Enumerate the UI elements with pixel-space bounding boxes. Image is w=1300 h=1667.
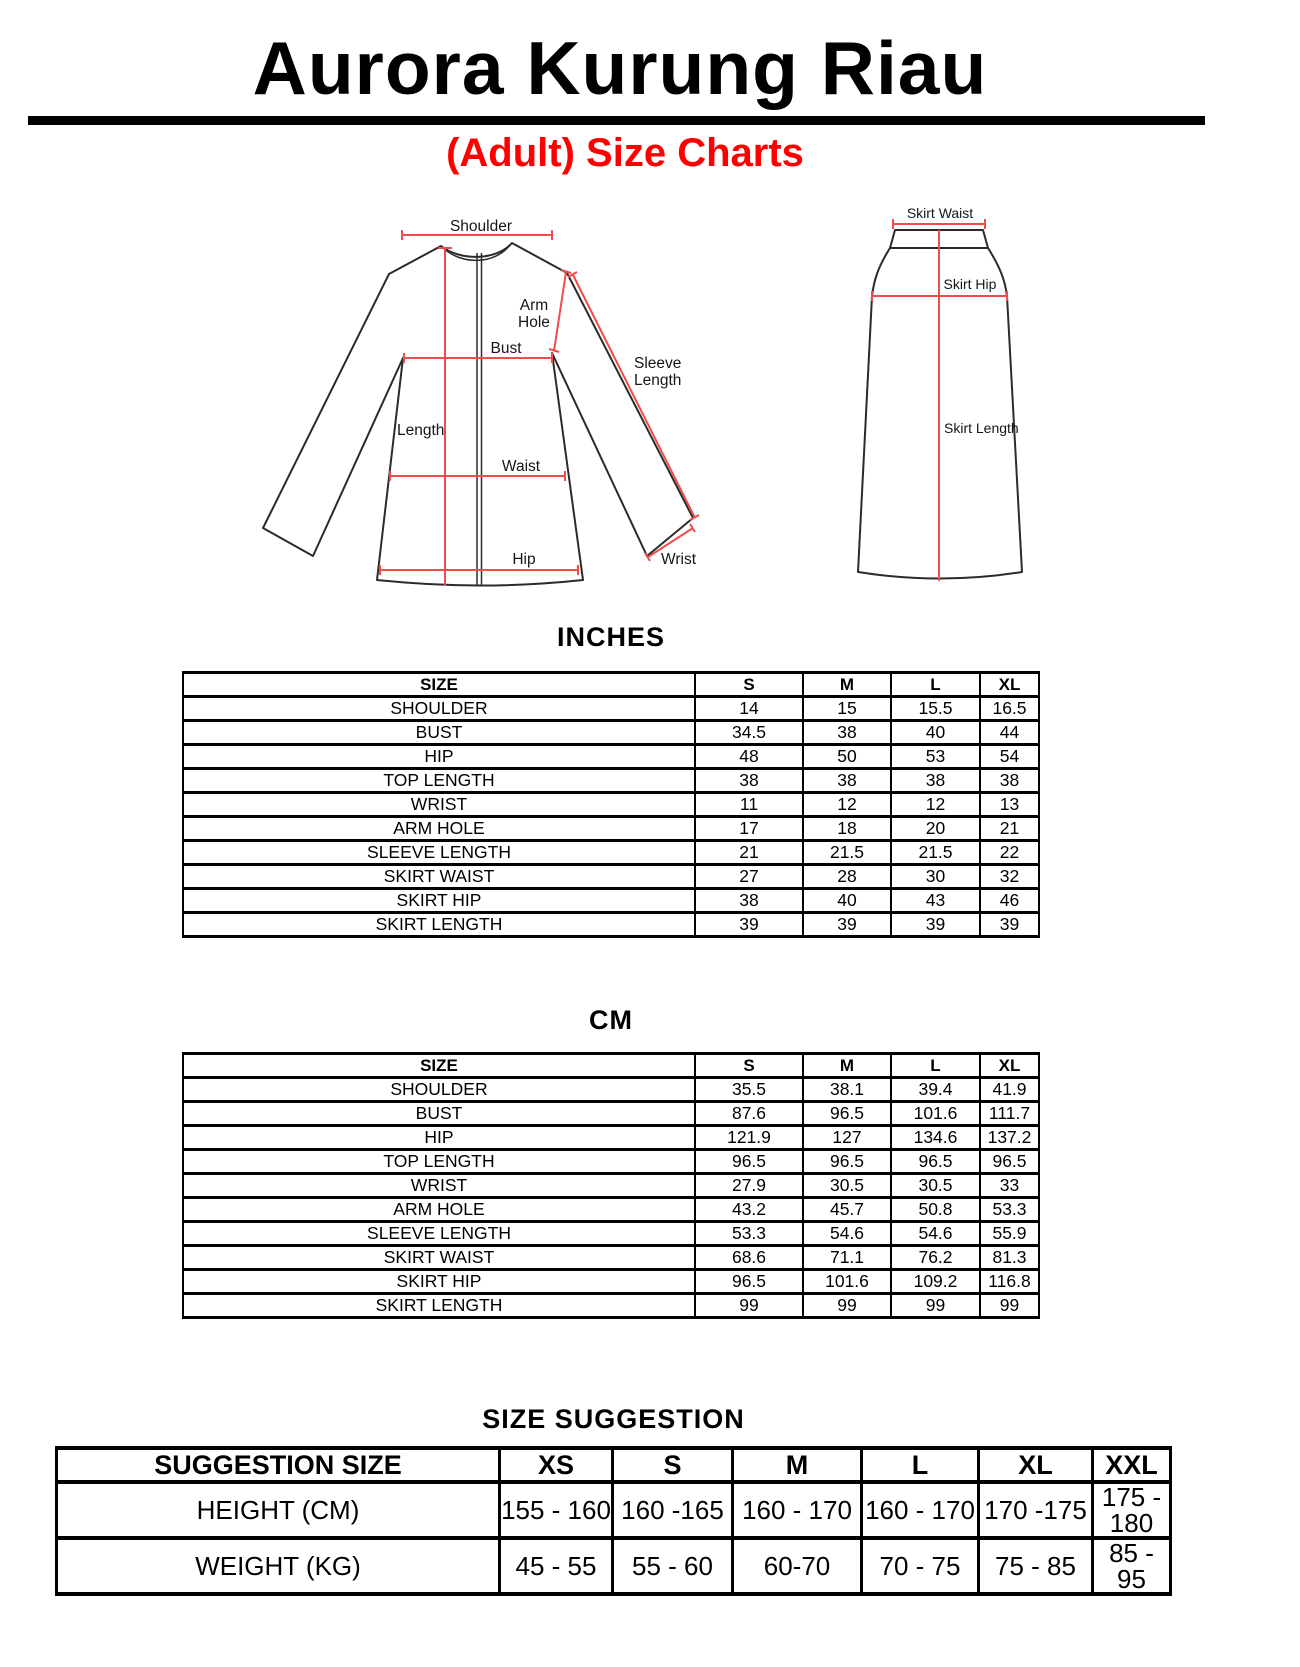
value-cell: 17 [695, 817, 803, 841]
table-row [183, 1246, 1039, 1270]
skirt-length-label: Skirt Length [944, 420, 1019, 436]
value-cell: 53 [891, 745, 980, 769]
waist-label: Waist [501, 458, 541, 475]
row-label: SHOULDER [183, 1078, 695, 1102]
value-cell: 38 [803, 721, 891, 745]
size-column-header: SIZE [183, 1054, 695, 1078]
value-cell: 55 - 60 [613, 1538, 733, 1594]
column-header: L [891, 1054, 980, 1078]
value-cell: 13 [980, 793, 1039, 817]
value-cell: 20 [891, 817, 980, 841]
value-cell: 38 [803, 769, 891, 793]
row-label: SKIRT HIP [183, 1270, 695, 1294]
value-cell: 60-70 [733, 1538, 862, 1594]
row-label: WRIST [183, 1174, 695, 1198]
value-cell: 127 [803, 1126, 891, 1150]
table-row [183, 1294, 1039, 1318]
value-cell: 109.2 [891, 1270, 980, 1294]
value-cell: 111.7 [980, 1102, 1039, 1126]
table-row [183, 721, 1039, 745]
value-cell: 99 [695, 1294, 803, 1318]
value-cell: 54 [980, 745, 1039, 769]
value-cell: 175 - 180 [1093, 1482, 1171, 1538]
value-cell: 96.5 [803, 1150, 891, 1174]
value-cell: 21 [695, 841, 803, 865]
skirt-diagram [858, 205, 1022, 581]
row-label: BUST [183, 1102, 695, 1126]
value-cell: 22 [980, 841, 1039, 865]
column-header: XS [500, 1448, 613, 1482]
value-cell: 116.8 [980, 1270, 1039, 1294]
value-cell: 14 [695, 697, 803, 721]
row-label: SHOULDER [183, 697, 695, 721]
value-cell: 99 [980, 1294, 1039, 1318]
size-suggestion-table [55, 1446, 1172, 1596]
value-cell: 99 [803, 1294, 891, 1318]
value-cell: 38 [695, 769, 803, 793]
jacket-outline [263, 243, 693, 586]
value-cell: 170 -175 [979, 1482, 1093, 1538]
value-cell: 30 [891, 865, 980, 889]
value-cell: 38 [695, 889, 803, 913]
value-cell: 43.2 [695, 1198, 803, 1222]
table-row [183, 889, 1039, 913]
arm-hole-label: Hole [518, 314, 550, 331]
length-label: Length [397, 422, 445, 439]
value-cell: 45 - 55 [500, 1538, 613, 1594]
row-label: SKIRT LENGTH [183, 1294, 695, 1318]
size-column-header: SUGGESTION SIZE [57, 1448, 500, 1482]
sleeve-length-label: Sleeve [634, 355, 682, 372]
value-cell: 54.6 [891, 1222, 980, 1246]
row-label: BUST [183, 721, 695, 745]
column-header: M [803, 673, 891, 697]
value-cell: 68.6 [695, 1246, 803, 1270]
value-cell: 75 - 85 [979, 1538, 1093, 1594]
value-cell: 50.8 [891, 1198, 980, 1222]
value-cell: 48 [695, 745, 803, 769]
value-cell: 40 [803, 889, 891, 913]
size-suggestion-heading: SIZE SUGGESTION [482, 1404, 745, 1434]
value-cell: 134.6 [891, 1126, 980, 1150]
value-cell: 21.5 [803, 841, 891, 865]
value-cell: 40 [891, 721, 980, 745]
column-header: S [695, 673, 803, 697]
value-cell: 71.1 [803, 1246, 891, 1270]
value-cell: 44 [980, 721, 1039, 745]
value-cell: 39 [980, 913, 1039, 937]
cm-heading: CM [589, 1005, 633, 1035]
sleeve-length-label: Length [634, 372, 682, 389]
value-cell: 30.5 [891, 1174, 980, 1198]
row-label: SLEEVE LENGTH [183, 1222, 695, 1246]
value-cell: 38 [891, 769, 980, 793]
table-row [183, 1150, 1039, 1174]
table-row [183, 793, 1039, 817]
value-cell: 30.5 [803, 1174, 891, 1198]
table-row [183, 745, 1039, 769]
value-cell: 27.9 [695, 1174, 803, 1198]
table-row [183, 913, 1039, 937]
row-label: ARM HOLE [183, 817, 695, 841]
value-cell: 27 [695, 865, 803, 889]
row-label: HIP [183, 745, 695, 769]
value-cell: 101.6 [891, 1102, 980, 1126]
value-cell: 76.2 [891, 1246, 980, 1270]
value-cell: 121.9 [695, 1126, 803, 1150]
value-cell: 39 [695, 913, 803, 937]
table-row [183, 1078, 1039, 1102]
value-cell: 39.4 [891, 1078, 980, 1102]
value-cell: 81.3 [980, 1246, 1039, 1270]
table-row [183, 1270, 1039, 1294]
shoulder-label: Shoulder [449, 218, 513, 235]
row-label: ARM HOLE [183, 1198, 695, 1222]
value-cell: 137.2 [980, 1126, 1039, 1150]
value-cell: 12 [891, 793, 980, 817]
value-cell: 70 - 75 [862, 1538, 979, 1594]
table-row [57, 1482, 1171, 1538]
value-cell: 28 [803, 865, 891, 889]
table-row [183, 1102, 1039, 1126]
value-cell: 33 [980, 1174, 1039, 1198]
value-cell: 18 [803, 817, 891, 841]
value-cell: 99 [891, 1294, 980, 1318]
column-header: XXL [1093, 1448, 1171, 1482]
column-header: XL [980, 673, 1039, 697]
row-label: HEIGHT (CM) [57, 1482, 500, 1538]
value-cell: 11 [695, 793, 803, 817]
inches-heading: INCHES [556, 622, 665, 652]
value-cell: 15 [803, 697, 891, 721]
arm-hole-label: Arm [519, 297, 549, 314]
wrist-label: Wrist [661, 551, 697, 568]
value-cell: 96.5 [980, 1150, 1039, 1174]
size-column-header: SIZE [183, 673, 695, 697]
value-cell: 96.5 [695, 1270, 803, 1294]
value-cell: 38.1 [803, 1078, 891, 1102]
column-header: XL [979, 1448, 1093, 1482]
column-header: M [803, 1054, 891, 1078]
value-cell: 96.5 [803, 1102, 891, 1126]
value-cell: 46 [980, 889, 1039, 913]
header-row [183, 673, 1039, 697]
value-cell: 43 [891, 889, 980, 913]
column-header: M [733, 1448, 862, 1482]
column-header: S [695, 1054, 803, 1078]
value-cell: 34.5 [695, 721, 803, 745]
skirt-waist-label: Skirt Waist [906, 205, 974, 221]
column-header: L [862, 1448, 979, 1482]
page-subtitle: (Adult) Size Charts [446, 131, 804, 175]
hip-label: Hip [512, 551, 536, 568]
page-title: Aurora Kurung Riau [252, 26, 988, 110]
value-cell: 45.7 [803, 1198, 891, 1222]
table-row [183, 1174, 1039, 1198]
row-label: HIP [183, 1126, 695, 1150]
cm-table [182, 1052, 1040, 1319]
value-cell: 96.5 [695, 1150, 803, 1174]
jacket-diagram [263, 218, 699, 586]
value-cell: 16.5 [980, 697, 1039, 721]
value-cell: 41.9 [980, 1078, 1039, 1102]
value-cell: 101.6 [803, 1270, 891, 1294]
value-cell: 35.5 [695, 1078, 803, 1102]
table-row [183, 1198, 1039, 1222]
table-row [183, 769, 1039, 793]
inches-table [182, 671, 1040, 938]
value-cell: 87.6 [695, 1102, 803, 1126]
value-cell: 96.5 [891, 1150, 980, 1174]
value-cell: 32 [980, 865, 1039, 889]
value-cell: 155 - 160 [500, 1482, 613, 1538]
bust-label: Bust [490, 340, 522, 357]
measurement-diagram [0, 185, 1300, 595]
value-cell: 15.5 [891, 697, 980, 721]
value-cell: 50 [803, 745, 891, 769]
value-cell: 53.3 [980, 1198, 1039, 1222]
title-divider [28, 116, 1205, 125]
table-row [183, 817, 1039, 841]
row-label: TOP LENGTH [183, 769, 695, 793]
value-cell: 160 -165 [613, 1482, 733, 1538]
column-header: L [891, 673, 980, 697]
row-label: SKIRT WAIST [183, 865, 695, 889]
skirt-hip-label: Skirt Hip [943, 276, 997, 292]
value-cell: 53.3 [695, 1222, 803, 1246]
table-row [57, 1538, 1171, 1594]
row-label: WRIST [183, 793, 695, 817]
value-cell: 21.5 [891, 841, 980, 865]
value-cell: 160 - 170 [862, 1482, 979, 1538]
value-cell: 39 [803, 913, 891, 937]
row-label: SKIRT LENGTH [183, 913, 695, 937]
value-cell: 54.6 [803, 1222, 891, 1246]
column-header: S [613, 1448, 733, 1482]
column-header: XL [980, 1054, 1039, 1078]
value-cell: 55.9 [980, 1222, 1039, 1246]
table-row [183, 841, 1039, 865]
table-row [183, 1222, 1039, 1246]
row-label: SKIRT WAIST [183, 1246, 695, 1270]
value-cell: 21 [980, 817, 1039, 841]
table-row [183, 865, 1039, 889]
value-cell: 85 - 95 [1093, 1538, 1171, 1594]
value-cell: 12 [803, 793, 891, 817]
row-label: SLEEVE LENGTH [183, 841, 695, 865]
row-label: WEIGHT (KG) [57, 1538, 500, 1594]
header-row [57, 1448, 1171, 1482]
table-row [183, 1126, 1039, 1150]
table-row [183, 697, 1039, 721]
value-cell: 160 - 170 [733, 1482, 862, 1538]
row-label: SKIRT HIP [183, 889, 695, 913]
value-cell: 39 [891, 913, 980, 937]
header-row [183, 1054, 1039, 1078]
value-cell: 38 [980, 769, 1039, 793]
row-label: TOP LENGTH [183, 1150, 695, 1174]
